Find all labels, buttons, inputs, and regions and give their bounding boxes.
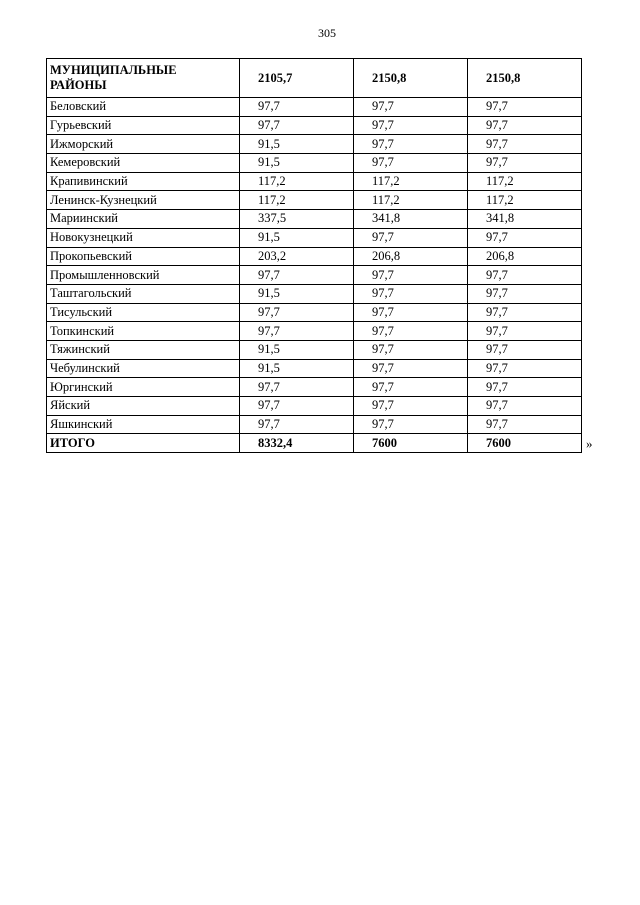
row-value: 97,7 (468, 98, 582, 117)
row-value: 91,5 (240, 359, 354, 378)
table-total-row (47, 434, 582, 453)
row-value: 203,2 (240, 247, 354, 266)
row-value: 97,7 (354, 303, 468, 322)
header-value: 2150,8 (468, 59, 582, 98)
table-row (47, 303, 582, 322)
table-row (47, 210, 582, 229)
row-value: 97,7 (354, 378, 468, 397)
row-value: 97,7 (468, 340, 582, 359)
data-table (46, 58, 582, 453)
table-row (47, 415, 582, 434)
row-value: 97,7 (354, 98, 468, 117)
district-name: Юргинский (47, 378, 240, 397)
row-value: 97,7 (468, 303, 582, 322)
district-name: Мариинский (47, 210, 240, 229)
row-value: 206,8 (468, 247, 582, 266)
row-value: 117,2 (240, 191, 354, 210)
header-label: МУНИЦИПАЛЬНЫЕ РАЙОНЫ (47, 59, 240, 98)
table-header-row (47, 59, 582, 98)
total-value: 7600 (354, 434, 468, 453)
table-row (47, 266, 582, 285)
table-row (47, 359, 582, 378)
page-number: 305 (318, 26, 336, 40)
table-row (47, 135, 582, 154)
header-value: 2150,8 (354, 59, 468, 98)
district-name: Таштагольский (47, 284, 240, 303)
row-value: 97,7 (240, 415, 354, 434)
closing-quote: » (586, 436, 593, 451)
row-value: 117,2 (354, 172, 468, 191)
table-row (47, 191, 582, 210)
row-value: 97,7 (354, 116, 468, 135)
table-row (47, 98, 582, 117)
row-value: 97,7 (240, 303, 354, 322)
table-row (47, 228, 582, 247)
row-value: 91,5 (240, 135, 354, 154)
table-row (47, 322, 582, 341)
row-value: 97,7 (354, 415, 468, 434)
district-name: Крапивинский (47, 172, 240, 191)
row-value: 117,2 (468, 191, 582, 210)
district-name: Прокопьевский (47, 247, 240, 266)
row-value: 341,8 (468, 210, 582, 229)
row-value: 97,7 (240, 322, 354, 341)
total-label: ИТОГО (47, 434, 240, 453)
row-value: 97,7 (354, 322, 468, 341)
row-value: 97,7 (354, 228, 468, 247)
row-value: 97,7 (240, 98, 354, 117)
row-value: 97,7 (354, 135, 468, 154)
row-value: 97,7 (468, 359, 582, 378)
district-name: Беловский (47, 98, 240, 117)
table-row (47, 247, 582, 266)
row-value: 97,7 (240, 266, 354, 285)
table-row (47, 378, 582, 397)
row-value: 341,8 (354, 210, 468, 229)
row-value: 206,8 (354, 247, 468, 266)
table-row (47, 154, 582, 173)
district-name: Новокузнецкий (47, 228, 240, 247)
row-value: 97,7 (240, 378, 354, 397)
row-value: 97,7 (354, 340, 468, 359)
district-name: Ленинск-Кузнецкий (47, 191, 240, 210)
district-name: Топкинский (47, 322, 240, 341)
table-row (47, 284, 582, 303)
row-value: 91,5 (240, 154, 354, 173)
row-value: 97,7 (468, 266, 582, 285)
row-value: 97,7 (354, 154, 468, 173)
row-value: 97,7 (468, 322, 582, 341)
row-value: 117,2 (240, 172, 354, 191)
row-value: 97,7 (468, 154, 582, 173)
district-name: Кемеровский (47, 154, 240, 173)
row-value: 97,7 (468, 415, 582, 434)
row-value: 97,7 (468, 378, 582, 397)
district-name: Тяжинский (47, 340, 240, 359)
row-value: 91,5 (240, 228, 354, 247)
table-row (47, 172, 582, 191)
row-value: 97,7 (354, 359, 468, 378)
row-value: 97,7 (354, 397, 468, 416)
row-value: 117,2 (468, 172, 582, 191)
row-value: 97,7 (468, 228, 582, 247)
row-value: 97,7 (240, 397, 354, 416)
row-value: 97,7 (240, 116, 354, 135)
row-value: 97,7 (468, 116, 582, 135)
row-value: 337,5 (240, 210, 354, 229)
row-value: 97,7 (468, 284, 582, 303)
district-name: Гурьевский (47, 116, 240, 135)
district-name: Чебулинский (47, 359, 240, 378)
table-row (47, 116, 582, 135)
header-value: 2105,7 (240, 59, 354, 98)
row-value: 97,7 (468, 135, 582, 154)
district-name: Яйский (47, 397, 240, 416)
row-value: 91,5 (240, 340, 354, 359)
total-value: 8332,4 (240, 434, 354, 453)
district-name: Промышленновский (47, 266, 240, 285)
row-value: 97,7 (354, 266, 468, 285)
total-value: 7600 (468, 434, 582, 453)
row-value: 91,5 (240, 284, 354, 303)
row-value: 97,7 (354, 284, 468, 303)
district-name: Ижморский (47, 135, 240, 154)
district-name: Тисульский (47, 303, 240, 322)
row-value: 117,2 (354, 191, 468, 210)
district-name: Яшкинский (47, 415, 240, 434)
table-row (47, 397, 582, 416)
table-body (47, 59, 582, 453)
row-value: 97,7 (468, 397, 582, 416)
table-row (47, 340, 582, 359)
